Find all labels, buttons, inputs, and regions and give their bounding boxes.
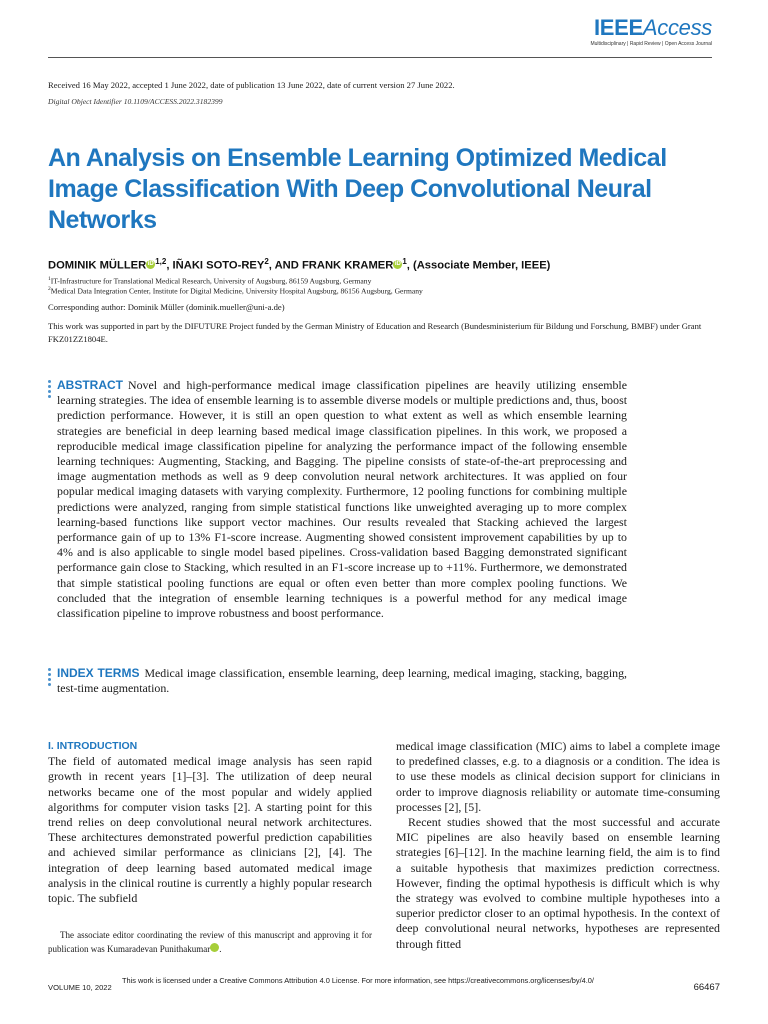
author-line: DOMINIK MÜLLER iD $^{1,2}$, IÑAKI SOTO-REY$^2$, AND FRANK KRAMER iD $^1$, (Associate Member, IEEE) (48, 257, 551, 272)
author-name: IÑAKI SOTO-REY (172, 259, 265, 272)
author-affiliation-mark: 2 (264, 257, 269, 266)
funding-statement: This work was supported in part by the DIFUTURE Project funded by the German Ministry of Education and Research (Bundesministerium für Bildung und Forschung, BMBF) under Grant FKZ01ZZ1804E. (48, 321, 702, 344)
abstract-text: Novel and high-performance medical image classification pipelines are heavily utilizing ensemble learning strategies. The idea of ensemble learning is to assemble diverse models or multiple predictions and, thus, boost prediction performance. However, it is still an open question to what extent as well as which ensemble learning strategies are beneficial in deep learning based medical image classification pipelines. In this work, we proposed a reproducible medical image classification pipeline for analyzing the performance impact of the following ensemble learning techniques: Augmenting, Stacking, and Bagging. The pipeline consists of state-of-the-art preprocessing and image augmentation methods as well as 9 deep convolution neural network architectures. It was applied on four popular medical imaging datasets with varying complexity. Furthermore, 12 pooling functions for combining multiple predictions were analyzed, ranging from simple statistical functions like unweighted averaging up to more complex learning-based functions like support vector machines. Our results revealed that Stacking achieved the largest performance gain of up to 13% F1-score increase. Augmenting showed consistent improvement capabilities by up to 4% and is also applicable to single model based pipelines. Cross-validation based Bagging demonstrated significant performance gain close to Stacking, which resulted in an F1-score increase up to +11%. Furthermore, we demonstrated that simple statistical pooling functions are equal or often even better than more complex pooling functions. We concluded that the integration of ensemble learning techniques is a powerful method for any medical image classification pipeline to improve robustness and boost performance. (57, 378, 627, 621)
intro-right-column (396, 739, 720, 952)
doi-line[interactable]: Digital Object Identifier 10.1109/ACCESS.2022.3182399 (48, 97, 223, 106)
received-dates: Received 16 May 2022, accepted 1 June 2022, date of publication 13 June 2022, date of current version 27 June 2022. (48, 80, 455, 90)
orcid-icon[interactable]: iD (394, 260, 401, 267)
index-terms (57, 666, 627, 696)
page-number: 66467 (693, 982, 720, 993)
index-terms-text: Medical image classification, ensemble learning, deep learning, medical imaging, stacking, bagging, test-time augmentation. (57, 666, 627, 696)
section-dots-icon (48, 380, 51, 400)
section-heading: I. INTRODUCTION (48, 740, 138, 752)
body-paragraph: The field of automated medical image analysis has seen rapid growth in recent years [1]–[3]. The utilization of deep neural networks became one of the most popular and widely applied algorithms for computer vision tasks [2]. A starting point for this trend relies on deep convolutional neural network architectures. These architectures demonstrated powerful prediction capabilities and achieved similar performance as clinicians [2], [4]. The integration of deep learning based automated medical image analysis in the clinical routine is currently a highly popular research topic. The subfield (48, 754, 372, 906)
intro-left-column (48, 739, 372, 906)
abstract-label: ABSTRACT (57, 378, 123, 392)
affiliation-1: $^1$IT-Infrastructure for Translational Medical Research, University of Augsburg, 86159 Augsburg, Germany (48, 276, 372, 286)
author-name: FRANK KRAMER (301, 259, 394, 272)
index-terms-label: INDEX TERMS (57, 666, 140, 680)
logo-tagline: Multidisciplinary | Rapid Review | Open Access Journal (590, 41, 712, 47)
corresponding-author: Corresponding author: Dominik Müller (dominik.mueller@uni-a.de) (48, 302, 285, 312)
author-name: DOMINIK MÜLLER (48, 259, 147, 272)
section-dots-icon (48, 668, 51, 688)
journal-logo (590, 16, 712, 48)
header-rule (48, 57, 712, 58)
orcid-icon[interactable]: iD (147, 260, 154, 267)
orcid-icon[interactable]: iD (210, 943, 219, 952)
author-affiliation-mark: 1,2 (155, 257, 167, 266)
body-paragraph: Recent studies showed that the most successful and accurate MIC pipelines are also heavily based on ensemble learning strategies [6]–[12]. In the machine learning field, the aim is to find a suitable hypothesis that maximizes prediction correctness. However, finding the optimal hypothesis is difficult which is why the strategy was evolved to combine multiple hypotheses into a superior predictor closer to an optimal hypothesis. In the context of deep convolutional neural networks, hypotheses are represented through fitted (396, 815, 720, 951)
footer-license[interactable]: This work is licensed under a Creative Commons Attribution 4.0 License. For more information, see https://creativecommons.org/licenses/by/4.0/ (122, 976, 594, 985)
affiliation-2: $^2$Medical Data Integration Center, Institute for Digital Medicine, University Hospital Augsburg, 86156 Augsburg, Germany (48, 286, 423, 296)
footer-volume: VOLUME 10, 2022 (48, 983, 112, 992)
abstract (57, 378, 627, 621)
paper-title: An Analysis on Ensemble Learning Optimized Medical Image Classification With Deep Convolutional Neural Networks (48, 144, 667, 234)
author-affiliation-mark: 1 (402, 257, 407, 266)
author-membership: , (Associate Member, IEEE) (406, 259, 551, 272)
logo-wordmark: IEEEAccess (593, 15, 712, 40)
body-paragraph: medical image classification (MIC) aims to label a complete image to predefined classes, e.g. to a diagnosis or a condition. The idea is to use these models as clinical decision support for clinicians in order to improve diagnosis reliability or automate time-consuming processes [2], [5]. (396, 739, 720, 814)
editor-footnote: The associate editor coordinating the review of this manuscript and approving it for publication was Kumaradevan Punithakumar iD. (48, 930, 372, 954)
